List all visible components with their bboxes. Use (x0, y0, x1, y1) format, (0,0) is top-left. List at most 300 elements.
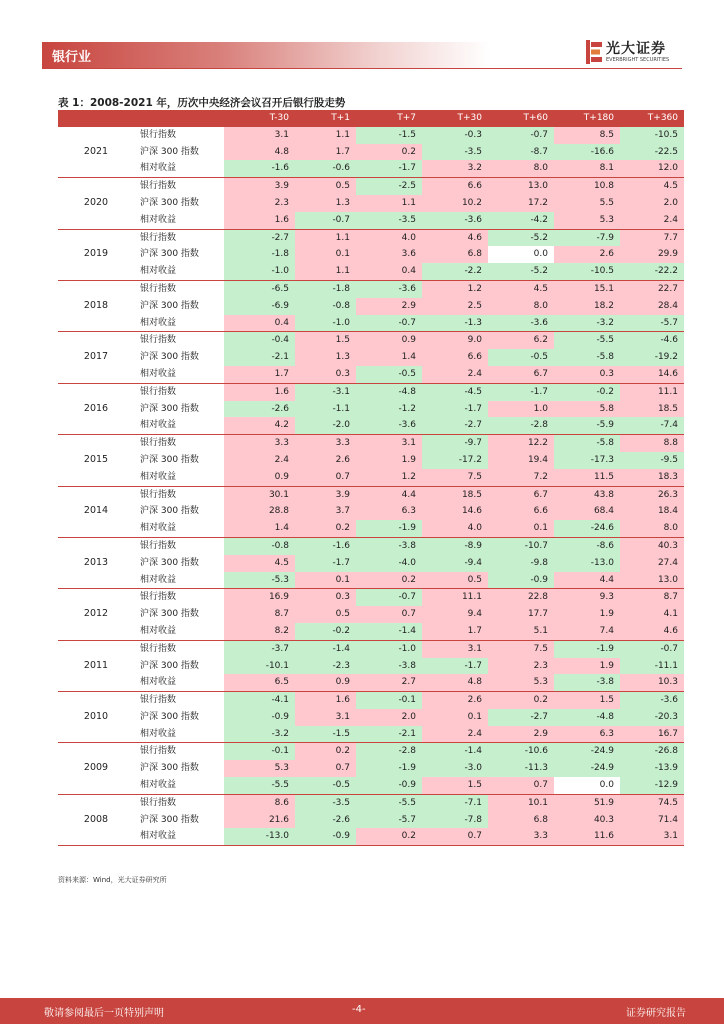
value-cell: 2.0 (356, 709, 422, 726)
value-cell: 7.7 (620, 229, 684, 246)
value-cell: -4.8 (356, 383, 422, 400)
value-cell: -1.3 (422, 315, 488, 332)
value-cell: -1.8 (224, 246, 295, 263)
value-cell: -4.5 (422, 383, 488, 400)
value-cell: 12.2 (488, 435, 554, 452)
value-cell: 5.3 (554, 212, 620, 229)
value-cell: -10.6 (488, 743, 554, 760)
value-cell: 1.0 (488, 401, 554, 418)
table-row (58, 383, 684, 400)
value-cell: 6.8 (488, 812, 554, 829)
value-cell: 8.8 (620, 435, 684, 452)
value-cell: 4.2 (224, 417, 295, 434)
value-cell: 4.4 (356, 486, 422, 503)
value-cell: -1.0 (356, 640, 422, 657)
value-cell: -3.5 (356, 212, 422, 229)
metric-label: 沪深 300 指数 (140, 249, 199, 260)
metric-label: 相对收益 (134, 726, 224, 743)
value-cell: -4.8 (554, 709, 620, 726)
value-cell: 18.3 (620, 469, 684, 486)
value-cell: 2.3 (488, 658, 554, 675)
brand-name-en: EVERBRIGHT SECURITIES (606, 57, 670, 63)
header-col-tplus30: T+30 (422, 110, 488, 127)
value-cell: -0.2 (554, 383, 620, 400)
value-cell: 0.3 (554, 366, 620, 383)
value-cell: 9.0 (422, 332, 488, 349)
value-cell: -2.1 (356, 726, 422, 743)
value-cell: 5.1 (488, 623, 554, 640)
value-cell: -16.6 (554, 144, 620, 161)
value-cell: 0.5 (422, 572, 488, 589)
value-cell: 6.7 (488, 486, 554, 503)
value-cell: 0.1 (422, 709, 488, 726)
value-cell: 1.1 (356, 195, 422, 212)
value-cell: 21.6 (224, 812, 295, 829)
value-cell: 2.7 (356, 674, 422, 691)
value-cell: 0.2 (295, 520, 356, 537)
value-cell: 0.4 (356, 263, 422, 280)
metric-label: 银行指数 (140, 438, 177, 449)
table-row (58, 674, 684, 691)
value-cell: 6.5 (224, 674, 295, 691)
metric-label: 沪深 300 指数 (140, 403, 199, 414)
value-cell: 40.3 (554, 812, 620, 829)
value-cell: 3.9 (295, 486, 356, 503)
year-cell: 2020 (58, 178, 134, 229)
table-row (58, 537, 684, 554)
value-cell: 2.6 (295, 452, 356, 469)
value-cell: 11.6 (554, 828, 620, 845)
value-cell: -1.7 (356, 160, 422, 177)
value-cell: 18.5 (422, 486, 488, 503)
value-cell: 13.0 (620, 572, 684, 589)
value-cell: 13.0 (488, 178, 554, 195)
metric-label: 银行指数 (140, 489, 177, 500)
year-cell: 2010 (58, 692, 134, 743)
metric-label: 相对收益 (134, 623, 224, 640)
value-cell: -11.3 (488, 760, 554, 777)
value-cell: -3.6 (422, 212, 488, 229)
value-cell: 8.5 (554, 127, 620, 144)
table-row (58, 195, 684, 212)
value-cell: -2.7 (488, 709, 554, 726)
year-cell: 2017 (58, 332, 134, 383)
value-cell: -24.9 (554, 743, 620, 760)
value-cell: 0.7 (295, 760, 356, 777)
value-cell: 1.2 (422, 280, 488, 297)
value-cell: -0.6 (295, 160, 356, 177)
value-cell: 6.6 (422, 349, 488, 366)
value-cell: 0.9 (356, 332, 422, 349)
value-cell: 9.3 (554, 589, 620, 606)
value-cell: 30.1 (224, 486, 295, 503)
year-cell: 2015 (58, 435, 134, 486)
value-cell: 1.5 (295, 332, 356, 349)
value-cell: -1.7 (295, 555, 356, 572)
value-cell: 18.2 (554, 298, 620, 315)
table-row (58, 520, 684, 537)
section-title: 银行业 (52, 50, 92, 65)
value-cell: -0.8 (295, 298, 356, 315)
value-cell: 3.1 (295, 709, 356, 726)
value-cell: 2.9 (488, 726, 554, 743)
value-cell: -0.9 (295, 828, 356, 845)
header-metric (134, 110, 224, 127)
value-cell: -1.9 (356, 520, 422, 537)
year-cell: 2012 (58, 589, 134, 640)
value-cell: 17.2 (488, 195, 554, 212)
value-cell: -1.0 (295, 315, 356, 332)
value-cell: 1.7 (422, 623, 488, 640)
report-type: 证券研究报告 (626, 1008, 686, 1019)
value-cell: 0.3 (295, 589, 356, 606)
value-cell: 8.0 (620, 520, 684, 537)
value-cell: 9.4 (422, 606, 488, 623)
value-cell: 4.0 (356, 229, 422, 246)
table-row (58, 401, 684, 418)
header-col-tplus360: T+360 (620, 110, 684, 127)
value-cell: 4.4 (554, 572, 620, 589)
value-cell: 0.1 (488, 520, 554, 537)
value-cell: 68.4 (554, 503, 620, 520)
value-cell: -7.9 (554, 229, 620, 246)
value-cell: 6.6 (488, 503, 554, 520)
year-cell: 2011 (58, 640, 134, 691)
value-cell: -3.5 (295, 794, 356, 811)
value-cell: -0.5 (488, 349, 554, 366)
value-cell: 71.4 (620, 812, 684, 829)
metric-label: 相对收益 (134, 828, 224, 845)
table-row (58, 486, 684, 503)
value-cell: -0.2 (295, 623, 356, 640)
header-col-tminus30: T-30 (224, 110, 295, 127)
value-cell: 11.5 (554, 469, 620, 486)
value-cell: 0.0 (488, 246, 554, 263)
value-cell: 22.8 (488, 589, 554, 606)
brand-logo-icon (586, 40, 602, 64)
value-cell: 4.5 (224, 555, 295, 572)
year-cell: 2008 (58, 794, 134, 845)
header-col-tplus60: T+60 (488, 110, 554, 127)
year-cell: 2013 (58, 537, 134, 588)
value-cell: 0.7 (356, 606, 422, 623)
table-row (58, 726, 684, 743)
value-cell: 3.3 (224, 435, 295, 452)
value-cell: -20.3 (620, 709, 684, 726)
value-cell: -4.0 (356, 555, 422, 572)
value-cell: -2.7 (224, 229, 295, 246)
value-cell: -0.5 (295, 777, 356, 794)
value-cell: 0.2 (295, 743, 356, 760)
metric-label: 银行指数 (140, 592, 177, 603)
metric-label: 沪深 300 指数 (140, 660, 199, 671)
value-cell: -0.9 (356, 777, 422, 794)
brand-logo (586, 38, 686, 66)
metric-label: 沪深 300 指数 (140, 197, 199, 208)
value-cell: 3.2 (422, 160, 488, 177)
value-cell: 4.5 (620, 178, 684, 195)
value-cell: -5.7 (620, 315, 684, 332)
table-row (58, 160, 684, 177)
metric-label: 相对收益 (134, 315, 224, 332)
value-cell: 18.5 (620, 401, 684, 418)
value-cell: 14.6 (422, 503, 488, 520)
value-cell: -8.7 (488, 144, 554, 161)
table-row (58, 349, 684, 366)
metric-label: 相对收益 (134, 366, 224, 383)
table-row (58, 212, 684, 229)
metric-label: 银行指数 (140, 181, 177, 192)
value-cell: 1.7 (224, 366, 295, 383)
value-cell: -5.3 (224, 572, 295, 589)
value-cell: 51.9 (554, 794, 620, 811)
metric-label: 相对收益 (134, 674, 224, 691)
value-cell: 1.3 (295, 349, 356, 366)
value-cell: 5.8 (554, 401, 620, 418)
value-cell: 19.4 (488, 452, 554, 469)
table-row (58, 555, 684, 572)
value-cell: -1.6 (224, 160, 295, 177)
value-cell: 74.5 (620, 794, 684, 811)
value-cell: -3.6 (620, 692, 684, 709)
value-cell: -0.8 (224, 537, 295, 554)
table-header-row (58, 110, 684, 127)
header-banner (42, 42, 490, 68)
metric-label: 沪深 300 指数 (140, 557, 199, 568)
value-cell: -2.7 (422, 417, 488, 434)
table-row (58, 263, 684, 280)
value-cell: 6.2 (488, 332, 554, 349)
table-row (58, 417, 684, 434)
value-cell: 1.3 (295, 195, 356, 212)
value-cell: 4.5 (488, 280, 554, 297)
value-cell: -7.4 (620, 417, 684, 434)
metric-label: 相对收益 (134, 469, 224, 486)
value-cell: -0.7 (356, 589, 422, 606)
table-row (58, 144, 684, 161)
value-cell: 1.2 (356, 469, 422, 486)
value-cell: -3.8 (356, 658, 422, 675)
value-cell: -1.7 (488, 383, 554, 400)
metric-label: 银行指数 (140, 746, 177, 757)
table-row (58, 229, 684, 246)
value-cell: 0.2 (356, 144, 422, 161)
header-col-tplus180: T+180 (554, 110, 620, 127)
value-cell: -0.7 (488, 127, 554, 144)
value-cell: 3.1 (422, 640, 488, 657)
table-row (58, 332, 684, 349)
value-cell: -2.6 (295, 812, 356, 829)
value-cell: -0.1 (356, 692, 422, 709)
metric-label: 沪深 300 指数 (140, 609, 199, 620)
metric-label: 沪深 300 指数 (140, 352, 199, 363)
value-cell: -5.5 (224, 777, 295, 794)
value-cell: -1.6 (295, 537, 356, 554)
value-cell: -5.9 (554, 417, 620, 434)
value-cell: 2.4 (224, 452, 295, 469)
table-row (58, 298, 684, 315)
value-cell: -10.7 (488, 537, 554, 554)
value-cell: -3.2 (554, 315, 620, 332)
value-cell: -0.9 (224, 709, 295, 726)
table-row (58, 589, 684, 606)
bank-index-table (58, 110, 684, 846)
value-cell: -9.7 (422, 435, 488, 452)
value-cell: 0.1 (295, 572, 356, 589)
value-cell: -2.1 (224, 349, 295, 366)
value-cell: -2.5 (356, 178, 422, 195)
metric-label: 银行指数 (140, 695, 177, 706)
metric-label: 银行指数 (140, 797, 177, 808)
table-row (58, 435, 684, 452)
metric-label: 沪深 300 指数 (140, 763, 199, 774)
header-col-tplus7: T+7 (356, 110, 422, 127)
value-cell: 3.9 (224, 178, 295, 195)
value-cell: -0.9 (488, 572, 554, 589)
table-row (58, 743, 684, 760)
value-cell: -3.6 (356, 417, 422, 434)
value-cell: -3.6 (488, 315, 554, 332)
header-col-tplus1: T+1 (295, 110, 356, 127)
value-cell: 8.1 (554, 160, 620, 177)
value-cell: -2.3 (295, 658, 356, 675)
value-cell: -2.8 (488, 417, 554, 434)
value-cell: -1.9 (554, 640, 620, 657)
value-cell: -3.7 (224, 640, 295, 657)
value-cell: 11.1 (422, 589, 488, 606)
value-cell: 0.3 (295, 366, 356, 383)
metric-label: 沪深 300 指数 (140, 814, 199, 825)
value-cell: -1.7 (422, 401, 488, 418)
header-year (58, 110, 134, 127)
value-cell: -8.6 (554, 537, 620, 554)
value-cell: -6.5 (224, 280, 295, 297)
metric-label: 沪深 300 指数 (140, 146, 199, 157)
table-row (58, 709, 684, 726)
table-row (58, 640, 684, 657)
value-cell: -9.4 (422, 555, 488, 572)
value-cell: 2.4 (422, 726, 488, 743)
value-cell: -1.1 (295, 401, 356, 418)
value-cell: 3.6 (356, 246, 422, 263)
value-cell: -7.8 (422, 812, 488, 829)
value-cell: 1.9 (554, 658, 620, 675)
value-cell: 1.4 (224, 520, 295, 537)
year-cell: 2016 (58, 383, 134, 434)
metric-label: 银行指数 (140, 283, 177, 294)
value-cell: -3.6 (356, 280, 422, 297)
metric-label: 银行指数 (140, 129, 177, 140)
metric-label: 相对收益 (134, 417, 224, 434)
value-cell: 1.6 (224, 212, 295, 229)
value-cell: 2.3 (224, 195, 295, 212)
value-cell: 3.1 (224, 127, 295, 144)
value-cell: 28.8 (224, 503, 295, 520)
value-cell: 5.3 (488, 674, 554, 691)
value-cell: -3.2 (224, 726, 295, 743)
value-cell: -13.0 (554, 555, 620, 572)
value-cell: 10.2 (422, 195, 488, 212)
value-cell: 2.4 (422, 366, 488, 383)
value-cell: 12.0 (620, 160, 684, 177)
value-cell: -11.1 (620, 658, 684, 675)
metric-label: 沪深 300 指数 (140, 711, 199, 722)
value-cell: -10.5 (620, 127, 684, 144)
value-cell: 4.8 (224, 144, 295, 161)
value-cell: -1.2 (356, 401, 422, 418)
table-caption: 表 1：2008-2021 年，历次中央经济会议召开后银行股走势 (58, 97, 346, 109)
value-cell: 8.2 (224, 623, 295, 640)
metric-label: 银行指数 (140, 386, 177, 397)
value-cell: -12.9 (620, 777, 684, 794)
value-cell: 4.0 (422, 520, 488, 537)
value-cell: -5.2 (488, 229, 554, 246)
value-cell: -0.1 (224, 743, 295, 760)
value-cell: 1.5 (422, 777, 488, 794)
value-cell: 8.0 (488, 160, 554, 177)
value-cell: 11.1 (620, 383, 684, 400)
value-cell: 0.7 (295, 469, 356, 486)
value-cell: -2.2 (422, 263, 488, 280)
metric-label: 相对收益 (134, 160, 224, 177)
metric-label: 沪深 300 指数 (140, 454, 199, 465)
value-cell: 1.7 (295, 144, 356, 161)
value-cell: 22.7 (620, 280, 684, 297)
value-cell: -24.6 (554, 520, 620, 537)
year-cell: 2018 (58, 280, 134, 331)
value-cell: -1.4 (422, 743, 488, 760)
value-cell: -5.5 (554, 332, 620, 349)
value-cell: 6.6 (422, 178, 488, 195)
metric-label: 相对收益 (134, 212, 224, 229)
value-cell: 4.8 (422, 674, 488, 691)
value-cell: -3.0 (422, 760, 488, 777)
metric-label: 银行指数 (140, 643, 177, 654)
value-cell: 0.5 (295, 178, 356, 195)
value-cell: 28.4 (620, 298, 684, 315)
value-cell: 1.9 (356, 452, 422, 469)
value-cell: 4.6 (422, 229, 488, 246)
value-cell: 2.9 (356, 298, 422, 315)
value-cell: -10.5 (554, 263, 620, 280)
value-cell: -1.8 (295, 280, 356, 297)
metric-label: 银行指数 (140, 540, 177, 551)
value-cell: -0.7 (356, 315, 422, 332)
value-cell: 5.3 (224, 760, 295, 777)
value-cell: 3.3 (488, 828, 554, 845)
value-cell: -9.5 (620, 452, 684, 469)
table-row (58, 366, 684, 383)
value-cell: 17.7 (488, 606, 554, 623)
value-cell: 0.2 (488, 692, 554, 709)
value-cell: 8.7 (620, 589, 684, 606)
value-cell: 26.3 (620, 486, 684, 503)
value-cell: 8.6 (224, 794, 295, 811)
value-cell: -3.5 (422, 144, 488, 161)
value-cell: 3.3 (295, 435, 356, 452)
value-cell: -1.0 (224, 263, 295, 280)
year-cell: 2009 (58, 743, 134, 794)
metric-label: 沪深 300 指数 (140, 300, 199, 311)
value-cell: 7.2 (488, 469, 554, 486)
value-cell: -4.1 (224, 692, 295, 709)
brand-name: 光大证券 (606, 41, 666, 57)
value-cell: 5.5 (554, 195, 620, 212)
value-cell: -4.6 (620, 332, 684, 349)
value-cell: -17.2 (422, 452, 488, 469)
value-cell: 2.5 (422, 298, 488, 315)
value-cell: 15.1 (554, 280, 620, 297)
